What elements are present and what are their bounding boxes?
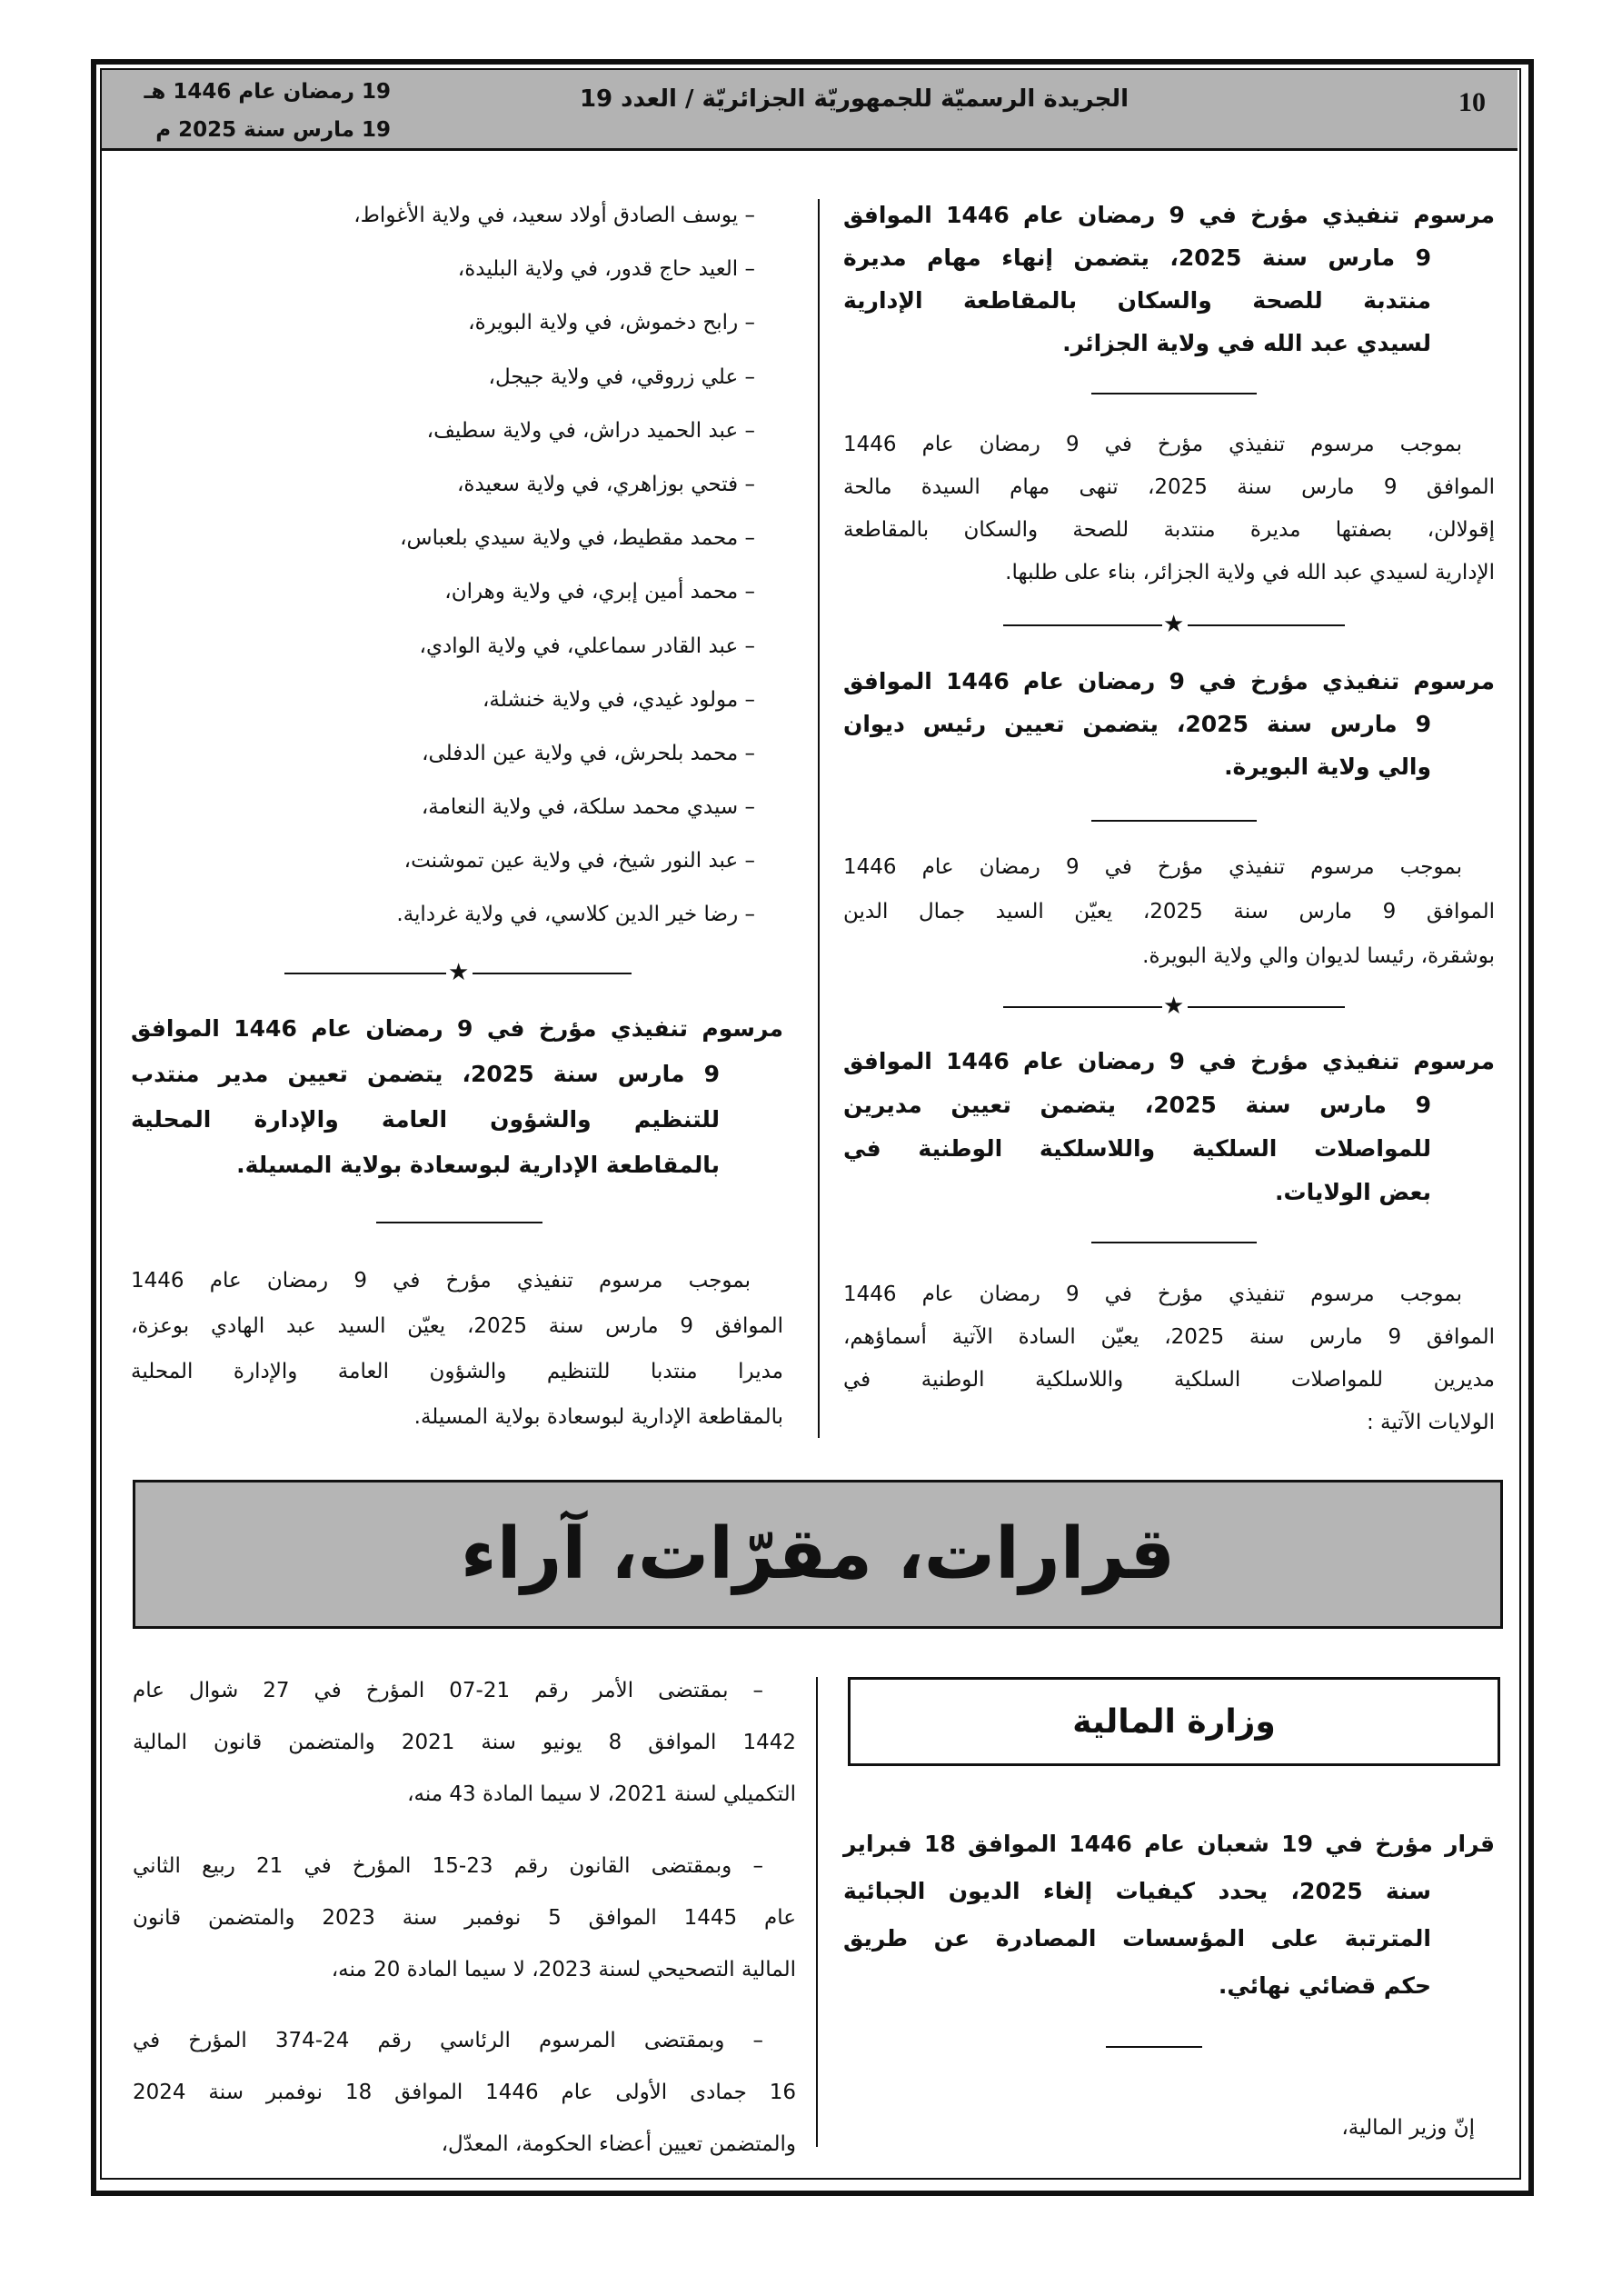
list-item: – عبد الحميد دراش، في ولاية سطيف، xyxy=(426,418,755,443)
date-gregorian: 19 مارس سنة 2025 م xyxy=(155,118,391,142)
text-line: الموافق 9 مارس سنة 2025، يعيّن السادة الآتية أسماؤهم، xyxy=(843,1325,1495,1349)
list-item: – رابح دخموش، في ولاية البويرة، xyxy=(468,311,755,335)
text-line: 9 مارس سنة 2025، يتضمن تعيين مديرين xyxy=(843,1092,1431,1118)
decree1-body xyxy=(843,424,1495,594)
minister-closing: إنّ وزير المالية، xyxy=(1341,2116,1475,2140)
text-line: حكم قضائي نهائي. xyxy=(1218,1972,1431,1999)
text-line: مديرين للمواصلات السلكية واللاسلكية الوطنية في xyxy=(843,1368,1495,1392)
text-line: بالمقاطعة الإدارية لبوسعادة بولاية المسيلة. xyxy=(236,1152,720,1178)
section-banner: قرارات، مقرّات، آراء xyxy=(133,1480,1503,1629)
list-item: – سيدي محمد سلكة، في ولاية النعامة، xyxy=(421,795,755,820)
appointees-list xyxy=(133,189,755,943)
decree4-title xyxy=(131,1006,783,1188)
star-divider xyxy=(284,959,632,986)
star-icon: ★ xyxy=(1163,993,1185,1020)
text-line: الموافق 9 مارس سنة 2025، يعيّن السيد عبد الهادي بوعزة، xyxy=(131,1314,783,1338)
text-line: إقولالن، بصفتها مديرة منتدبة للصحة والسكان بالمقاطعة xyxy=(843,518,1495,542)
divider xyxy=(1091,820,1257,822)
text-line: منتدبة للصحة والسكان بالمقاطعة الإدارية xyxy=(843,287,1431,314)
list-item: – علي زروقي، في ولاية جيجل، xyxy=(488,364,755,389)
list-item: – عبد النور شيخ، في ولاية عين تموشنت، xyxy=(403,849,755,873)
text-line: عام 1445 الموافق 5 نوفمبر سنة 2023 والمتضمن قانون xyxy=(133,1906,796,1930)
divider xyxy=(1106,2046,1202,2048)
preamble-1 xyxy=(133,1665,796,1821)
text-line: والمتضمن تعيين أعضاء الحكومة، المعدّل، xyxy=(441,2132,796,2156)
list-item: – رضا خير الدين كلاسي، في ولاية غرداية. xyxy=(396,903,755,927)
star-icon: ★ xyxy=(448,959,470,986)
decree3-body xyxy=(843,1273,1495,1444)
column-divider xyxy=(818,199,820,1438)
list-item: – يوسف الصادق أولاد سعيد، في ولاية الأغواط، xyxy=(353,204,755,227)
text-line: بموجب مرسوم تنفيذي مؤرخ في 9 رمضان عام 1446 xyxy=(843,1283,1462,1306)
text-line: قرار مؤرخ في 19 شعبان عام 1446 الموافق 18 فبراير xyxy=(843,1831,1495,1857)
list-item: – عبد القادر سماعلي، في ولاية الوادي، xyxy=(419,634,755,658)
decision-title xyxy=(843,1821,1495,2010)
star-divider xyxy=(1003,611,1345,638)
page-number: 10 xyxy=(1458,87,1486,117)
text-line: 1442 الموافق 8 يونيو سنة 2021 والمتضمن قانون المالية xyxy=(133,1731,797,1754)
text-line: مرسوم تنفيذي مؤرخ في 9 رمضان عام 1446 الموافق xyxy=(843,1048,1495,1074)
text-line: لسيدي عبد الله في ولاية الجزائر. xyxy=(1062,330,1431,356)
text-line: الولايات الآتية : xyxy=(1366,1411,1495,1434)
text-line: 9 مارس سنة 2025، يتضمن تعيين رئيس ديوان xyxy=(843,711,1431,737)
decree4-body xyxy=(131,1258,783,1440)
text-line: مرسوم تنفيذي مؤرخ في 9 رمضان عام 1446 الموافق xyxy=(131,1015,783,1042)
preamble-3 xyxy=(133,2015,796,2171)
text-line: – وبمقتضى القانون رقم 23-15 المؤرخ في 21 ربيع الثاني xyxy=(133,1854,763,1878)
list-item: – مولود غيدي، في ولاية خنشلة، xyxy=(482,687,755,712)
divider xyxy=(1091,1242,1257,1243)
gazette-title: الجريدة الرسميّة للجمهوريّة الجزائريّة / العدد 19 xyxy=(579,85,1129,113)
text-line: مديرا منتدبا للتنظيم والشؤون العامة والإدارة المحلية xyxy=(131,1360,783,1383)
text-line: الإدارية لسيدي عبد الله في ولاية الجزائر، بناء على طلبها. xyxy=(1005,561,1495,584)
text-line: بالمقاطعة الإدارية لبوسعادة بولاية المسيلة. xyxy=(413,1405,783,1429)
divider xyxy=(376,1222,542,1223)
text-line: التكميلي لسنة 2021، لا سيما المادة 43 منه، xyxy=(407,1782,796,1806)
text-line: للتنظيم والشؤون العامة والإدارة المحلية xyxy=(131,1106,720,1133)
list-item: – محمد مقطيط، في ولاية سيدي بلعباس، xyxy=(400,526,755,551)
decree1-title xyxy=(843,194,1495,364)
issue-date xyxy=(118,73,391,149)
text-line: مرسوم تنفيذي مؤرخ في 9 رمضان عام 1446 الموافق xyxy=(843,202,1495,228)
text-line: بموجب مرسوم تنفيذي مؤرخ في 9 رمضان عام 1446 xyxy=(843,855,1462,879)
text-line: الموافق 9 مارس سنة 2025، تنهى مهام السيدة مالحة xyxy=(843,475,1495,499)
decree2-body xyxy=(843,845,1495,979)
text-line: – وبمقتضى المرسوم الرئاسي رقم 24-374 المؤرخ في xyxy=(133,2029,763,2052)
text-line: الموافق 9 مارس سنة 2025، يعيّن السيد جمال الدين xyxy=(843,900,1495,923)
text-line: بوشقرة، رئيسا لديوان والي ولاية البويرة. xyxy=(1142,944,1495,968)
list-item: – فتحي بوزاهري، في ولاية سعيدة، xyxy=(456,472,755,496)
text-line: بعض الولايات. xyxy=(1275,1179,1431,1205)
text-line: 9 مارس سنة 2025، يتضمن تعيين مدير منتدب xyxy=(131,1061,720,1087)
text-line: المالية التصحيحي لسنة 2023، لا سيما المادة 20 منه، xyxy=(331,1958,796,1982)
text-line: بموجب مرسوم تنفيذي مؤرخ في 9 رمضان عام 1446 xyxy=(843,433,1462,456)
text-line: للمواصلات السلكية واللاسلكية الوطنية في xyxy=(843,1135,1431,1162)
decree2-title xyxy=(843,660,1495,788)
ministry-heading: وزارة المالية xyxy=(848,1677,1500,1766)
text-line: المترتبة على المؤسسات المصادرة عن طريق xyxy=(843,1925,1431,1952)
star-divider xyxy=(1003,993,1345,1020)
text-line: مرسوم تنفيذي مؤرخ في 9 رمضان عام 1446 الموافق xyxy=(843,668,1495,694)
divider xyxy=(1091,393,1257,394)
preamble-2 xyxy=(133,1841,796,1996)
column-divider xyxy=(816,1677,818,2147)
list-item: – محمد أمين إبري، في ولاية وهران، xyxy=(444,580,755,604)
star-icon: ★ xyxy=(1163,611,1185,638)
text-line: 16 جمادى الأولى عام 1446 الموافق 18 نوفمبر سنة 2024 xyxy=(133,2081,796,2104)
text-line: والي ولاية البويرة. xyxy=(1224,754,1431,780)
list-item: – محمد بلحرش، في ولاية عين الدفلى، xyxy=(422,741,755,765)
text-line: 9 مارس سنة 2025، يتضمن إنهاء مهام مديرة xyxy=(843,245,1431,271)
text-line: سنة 2025، يحدد كيفيات إلغاء الديون الجبائية xyxy=(843,1878,1432,1904)
text-line: – بمقتضى الأمر رقم 21-07 المؤرخ في 27 شوال عام xyxy=(133,1679,763,1702)
list-item: – العيد حاج قدور، في ولاية البليدة، xyxy=(457,257,755,282)
decree3-title xyxy=(843,1040,1495,1214)
date-hijri: 19 رمضان عام 1446 هـ xyxy=(144,80,391,104)
text-line: بموجب مرسوم تنفيذي مؤرخ في 9 رمضان عام 1446 xyxy=(131,1269,751,1293)
